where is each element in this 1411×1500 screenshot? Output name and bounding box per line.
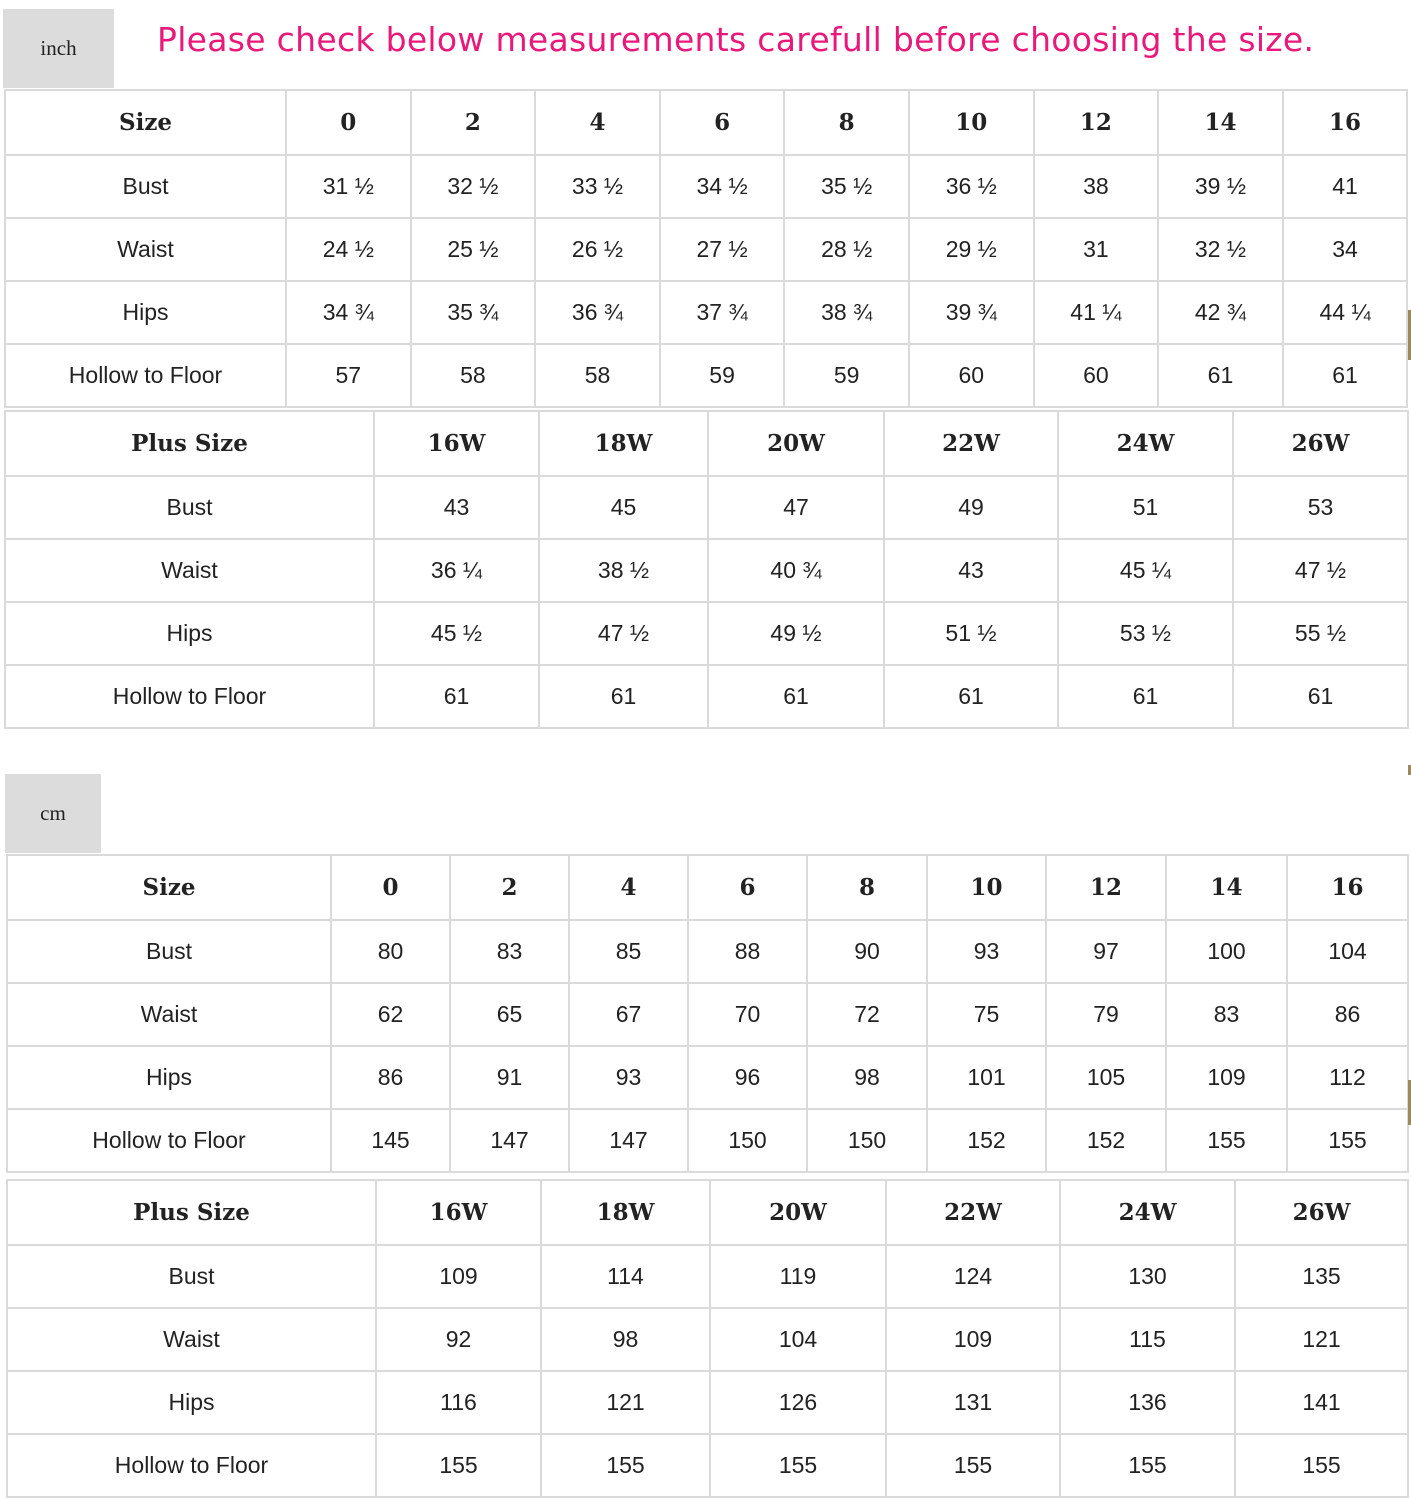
size-header-cell: 4: [569, 855, 688, 920]
measurement-value: 40 ¾: [708, 539, 884, 602]
measurement-value: 90: [807, 920, 927, 983]
size-header-cell: 26W: [1233, 411, 1408, 476]
measurement-value: 119: [710, 1245, 886, 1308]
measurement-value: 42 ¾: [1158, 281, 1283, 344]
measurement-notice: Please check below measurements carefull before choosing the size.: [157, 20, 1315, 59]
size-header-cell: 24W: [1060, 1180, 1235, 1245]
table-row: [7, 920, 1408, 983]
measurement-value: 88: [688, 920, 807, 983]
table-row: [5, 344, 1407, 407]
measurement-value: 45 ½: [374, 602, 539, 665]
measurement-value: 34: [1283, 218, 1408, 281]
measurement-value: 35 ½: [784, 155, 909, 218]
measurement-value: 62: [331, 983, 450, 1046]
measurement-value: 39 ½: [1158, 155, 1283, 218]
size-header-row: [5, 411, 1408, 476]
size-header-label: Size: [5, 90, 286, 155]
measurement-value: 67: [569, 983, 688, 1046]
measurement-value: 43: [374, 476, 539, 539]
measurement-value: 92: [376, 1308, 541, 1371]
measurement-value: 36 ¼: [374, 539, 539, 602]
measurement-value: 145: [331, 1109, 450, 1172]
measurement-label: Hollow to Floor: [5, 665, 374, 728]
measurement-value: 75: [927, 983, 1046, 1046]
size-header-cell: 16: [1287, 855, 1408, 920]
measurement-value: 98: [807, 1046, 927, 1109]
size-header-cell: 2: [411, 90, 536, 155]
measurement-value: 51 ½: [884, 602, 1058, 665]
measurement-value: 43: [884, 539, 1058, 602]
size-header-label: Plus Size: [7, 1180, 376, 1245]
measurement-value: 53: [1233, 476, 1408, 539]
size-header-cell: 8: [784, 90, 909, 155]
cm-regular-size-table: [6, 854, 1409, 1173]
measurement-value: 147: [450, 1109, 569, 1172]
size-header-cell: 22W: [886, 1180, 1060, 1245]
table-row: [7, 1434, 1408, 1497]
measurement-value: 104: [1287, 920, 1408, 983]
measurement-label: Bust: [7, 1245, 376, 1308]
measurement-value: 96: [688, 1046, 807, 1109]
size-header-cell: 20W: [708, 411, 884, 476]
measurement-value: 155: [541, 1434, 710, 1497]
measurement-value: 38: [1034, 155, 1159, 218]
measurement-value: 31: [1034, 218, 1159, 281]
size-header-cell: 12: [1046, 855, 1166, 920]
measurement-value: 61: [1058, 665, 1233, 728]
measurement-value: 47: [708, 476, 884, 539]
measurement-value: 28 ½: [784, 218, 909, 281]
inch-regular-size-table: [4, 89, 1408, 408]
measurement-value: 41 ¼: [1034, 281, 1159, 344]
measurement-value: 126: [710, 1371, 886, 1434]
table-row: [7, 1046, 1408, 1109]
measurement-value: 39 ¾: [909, 281, 1034, 344]
size-header-cell: 16: [1283, 90, 1408, 155]
size-header-cell: 10: [909, 90, 1034, 155]
measurement-value: 31 ½: [286, 155, 411, 218]
size-header-cell: 2: [450, 855, 569, 920]
table-row: [7, 1109, 1408, 1172]
measurement-value: 115: [1060, 1308, 1235, 1371]
measurement-label: Waist: [5, 539, 374, 602]
size-header-cell: 6: [660, 90, 785, 155]
measurement-value: 70: [688, 983, 807, 1046]
measurement-value: 105: [1046, 1046, 1166, 1109]
measurement-value: 51: [1058, 476, 1233, 539]
measurement-value: 150: [807, 1109, 927, 1172]
size-header-cell: 10: [927, 855, 1046, 920]
measurement-value: 49 ½: [708, 602, 884, 665]
size-header-cell: 6: [688, 855, 807, 920]
table-row: [7, 1245, 1408, 1308]
measurement-label: Hollow to Floor: [7, 1434, 376, 1497]
measurement-value: 79: [1046, 983, 1166, 1046]
size-header-cell: 18W: [541, 1180, 710, 1245]
measurement-value: 155: [1166, 1109, 1287, 1172]
measurement-value: 55 ½: [1233, 602, 1408, 665]
size-header-label: Plus Size: [5, 411, 374, 476]
measurement-label: Hips: [5, 281, 286, 344]
measurement-value: 147: [569, 1109, 688, 1172]
measurement-value: 101: [927, 1046, 1046, 1109]
measurement-value: 45: [539, 476, 708, 539]
size-header-cell: 12: [1034, 90, 1159, 155]
measurement-value: 29 ½: [909, 218, 1034, 281]
measurement-value: 34 ½: [660, 155, 785, 218]
measurement-value: 38 ½: [539, 539, 708, 602]
measurement-label: Bust: [7, 920, 331, 983]
measurement-value: 47 ½: [539, 602, 708, 665]
measurement-value: 86: [331, 1046, 450, 1109]
inch-plus-size-table: [4, 410, 1409, 729]
measurement-value: 72: [807, 983, 927, 1046]
measurement-value: 25 ½: [411, 218, 536, 281]
size-header-cell: 4: [535, 90, 660, 155]
size-header-cell: 14: [1166, 855, 1287, 920]
measurement-value: 98: [541, 1308, 710, 1371]
size-header-cell: 16W: [374, 411, 539, 476]
size-header-cell: 8: [807, 855, 927, 920]
size-header-cell: 14: [1158, 90, 1283, 155]
measurement-value: 57: [286, 344, 411, 407]
size-header-cell: 20W: [710, 1180, 886, 1245]
measurement-value: 112: [1287, 1046, 1408, 1109]
table-row: [5, 602, 1408, 665]
measurement-value: 35 ¾: [411, 281, 536, 344]
measurement-value: 109: [1166, 1046, 1287, 1109]
measurement-value: 155: [376, 1434, 541, 1497]
measurement-value: 26 ½: [535, 218, 660, 281]
measurement-label: Hollow to Floor: [7, 1109, 331, 1172]
measurement-value: 61: [1158, 344, 1283, 407]
measurement-value: 109: [376, 1245, 541, 1308]
measurement-value: 27 ½: [660, 218, 785, 281]
measurement-label: Hollow to Floor: [5, 344, 286, 407]
table-row: [7, 983, 1408, 1046]
measurement-label: Waist: [7, 1308, 376, 1371]
measurement-value: 61: [884, 665, 1058, 728]
measurement-value: 59: [660, 344, 785, 407]
measurement-value: 49: [884, 476, 1058, 539]
measurement-label: Hips: [5, 602, 374, 665]
size-header-cell: 26W: [1235, 1180, 1408, 1245]
measurement-label: Bust: [5, 476, 374, 539]
measurement-value: 61: [708, 665, 884, 728]
size-header-cell: 16W: [376, 1180, 541, 1245]
measurement-value: 155: [1287, 1109, 1408, 1172]
size-header-label: Size: [7, 855, 331, 920]
measurement-value: 59: [784, 344, 909, 407]
measurement-value: 100: [1166, 920, 1287, 983]
table-row: [5, 281, 1407, 344]
measurement-value: 130: [1060, 1245, 1235, 1308]
measurement-value: 53 ½: [1058, 602, 1233, 665]
size-header-row: [5, 90, 1407, 155]
table-row: [7, 1371, 1408, 1434]
measurement-value: 36 ¾: [535, 281, 660, 344]
measurement-value: 116: [376, 1371, 541, 1434]
measurement-value: 33 ½: [535, 155, 660, 218]
measurement-value: 61: [539, 665, 708, 728]
measurement-value: 60: [909, 344, 1034, 407]
table-row: [5, 539, 1408, 602]
measurement-value: 86: [1287, 983, 1408, 1046]
measurement-value: 135: [1235, 1245, 1408, 1308]
measurement-value: 136: [1060, 1371, 1235, 1434]
measurement-label: Hips: [7, 1371, 376, 1434]
table-row: [7, 1308, 1408, 1371]
measurement-value: 93: [569, 1046, 688, 1109]
measurement-value: 32 ½: [1158, 218, 1283, 281]
size-header-cell: 0: [331, 855, 450, 920]
measurement-value: 65: [450, 983, 569, 1046]
measurement-label: Waist: [5, 218, 286, 281]
unit-label-cm: cm: [5, 774, 101, 853]
size-header-cell: 18W: [539, 411, 708, 476]
measurement-value: 80: [331, 920, 450, 983]
measurement-value: 109: [886, 1308, 1060, 1371]
measurement-value: 60: [1034, 344, 1159, 407]
measurement-label: Bust: [5, 155, 286, 218]
measurement-value: 104: [710, 1308, 886, 1371]
measurement-value: 152: [927, 1109, 1046, 1172]
measurement-value: 36 ½: [909, 155, 1034, 218]
table-row: [5, 476, 1408, 539]
table-row: [5, 218, 1407, 281]
size-header-row: [7, 1180, 1408, 1245]
measurement-value: 61: [1233, 665, 1408, 728]
measurement-value: 38 ¾: [784, 281, 909, 344]
size-header-cell: 0: [286, 90, 411, 155]
measurement-value: 41: [1283, 155, 1408, 218]
measurement-value: 61: [1283, 344, 1408, 407]
measurement-value: 37 ¾: [660, 281, 785, 344]
unit-label-inch: inch: [3, 9, 114, 88]
measurement-value: 45 ¼: [1058, 539, 1233, 602]
measurement-value: 47 ½: [1233, 539, 1408, 602]
measurement-value: 44 ¼: [1283, 281, 1408, 344]
measurement-value: 141: [1235, 1371, 1408, 1434]
measurement-value: 32 ½: [411, 155, 536, 218]
size-header-cell: 24W: [1058, 411, 1233, 476]
measurement-value: 124: [886, 1245, 1060, 1308]
measurement-value: 114: [541, 1245, 710, 1308]
size-header-row: [7, 855, 1408, 920]
size-header-cell: 22W: [884, 411, 1058, 476]
measurement-value: 85: [569, 920, 688, 983]
measurement-value: 121: [1235, 1308, 1408, 1371]
measurement-value: 150: [688, 1109, 807, 1172]
measurement-value: 83: [1166, 983, 1287, 1046]
table-row: [5, 155, 1407, 218]
measurement-value: 34 ¾: [286, 281, 411, 344]
measurement-value: 24 ½: [286, 218, 411, 281]
measurement-value: 61: [374, 665, 539, 728]
measurement-value: 155: [710, 1434, 886, 1497]
measurement-value: 152: [1046, 1109, 1166, 1172]
measurement-label: Waist: [7, 983, 331, 1046]
measurement-value: 83: [450, 920, 569, 983]
table-row: [5, 665, 1408, 728]
measurement-value: 93: [927, 920, 1046, 983]
measurement-value: 155: [1060, 1434, 1235, 1497]
measurement-value: 91: [450, 1046, 569, 1109]
measurement-value: 155: [886, 1434, 1060, 1497]
cm-plus-size-table: [6, 1179, 1409, 1498]
measurement-value: 58: [411, 344, 536, 407]
measurement-value: 131: [886, 1371, 1060, 1434]
measurement-value: 58: [535, 344, 660, 407]
measurement-value: 97: [1046, 920, 1166, 983]
measurement-value: 155: [1235, 1434, 1408, 1497]
measurement-label: Hips: [7, 1046, 331, 1109]
measurement-value: 121: [541, 1371, 710, 1434]
